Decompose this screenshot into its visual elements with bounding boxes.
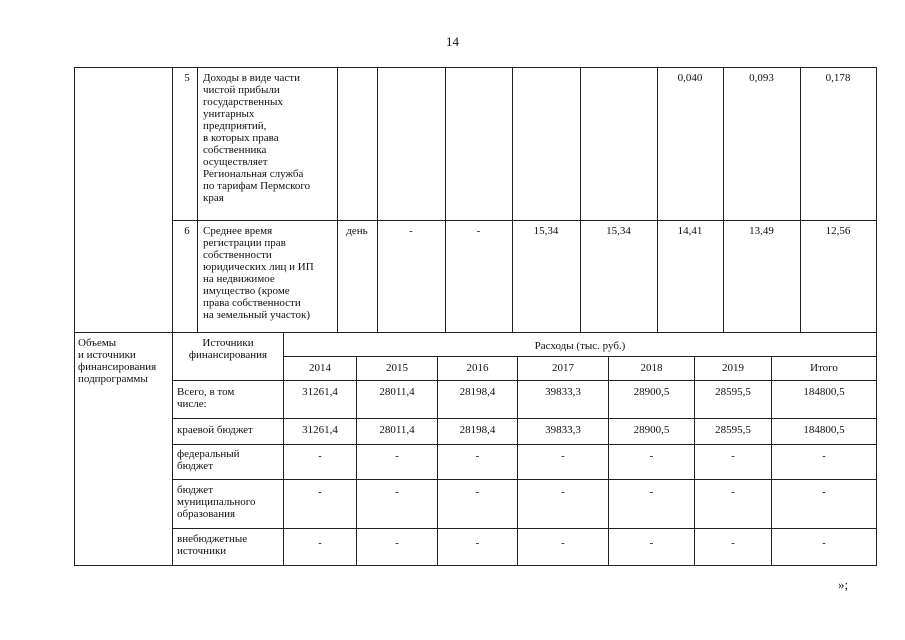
indicator-unit: день xyxy=(346,225,368,237)
amount-cell: - xyxy=(318,450,322,462)
rule xyxy=(800,67,801,332)
amount-cell: 28011,4 xyxy=(379,424,415,436)
amount-cell: - xyxy=(731,486,735,498)
amount-cell: 28900,5 xyxy=(633,386,670,398)
amount-cell: 28198,4 xyxy=(459,386,496,398)
rule xyxy=(580,67,581,332)
year-header: 2016 xyxy=(466,362,489,374)
amount-cell: 31261,4 xyxy=(302,386,338,398)
amount-cell: 28900,5 xyxy=(633,424,670,436)
amount-cell: - xyxy=(822,537,826,549)
rule xyxy=(74,67,75,566)
source-label: внебюджетные источники xyxy=(177,533,248,557)
rule xyxy=(723,67,724,332)
rule xyxy=(172,380,876,381)
amount-cell: 39833,3 xyxy=(545,424,581,436)
indicator-name: Доходы в виде части чистой прибыли государственных унитарных предприятий, в которых права собственника осуществляет Региональная служба по тарифам Пермского края xyxy=(203,72,311,204)
rule xyxy=(172,528,876,529)
rule xyxy=(377,67,378,332)
rule xyxy=(172,444,876,445)
indicator-value: 14,41 xyxy=(677,225,703,237)
year-header: 2019 xyxy=(722,362,744,374)
indicator-value: - xyxy=(409,225,413,237)
indicator-number: 5 xyxy=(184,72,190,84)
amount-cell: 31261,4 xyxy=(302,424,338,436)
rule xyxy=(657,67,658,332)
amount-cell: - xyxy=(649,450,654,462)
amount-cell: - xyxy=(561,450,565,462)
source-label: бюджет муниципального образования xyxy=(177,484,256,520)
amount-cell: - xyxy=(561,486,565,498)
rule xyxy=(512,67,513,332)
indicator-value: 15,34 xyxy=(606,225,631,237)
rule xyxy=(337,67,338,332)
amount-cell: - xyxy=(561,537,565,549)
indicator-value: 15,34 xyxy=(533,225,559,237)
rule xyxy=(197,67,198,332)
indicator-value: - xyxy=(476,225,481,237)
amount-cell: - xyxy=(822,450,826,462)
rule xyxy=(172,418,876,419)
amount-cell: - xyxy=(475,450,480,462)
year-header: 2014 xyxy=(309,362,331,374)
rule xyxy=(74,565,876,566)
amount-cell: 184800,5 xyxy=(803,386,845,398)
rule xyxy=(172,479,876,480)
indicator-name: Среднее время регистрации прав собственности юридических лиц и ИП на недвижимое имущество (кроме права собственности на земельный участок) xyxy=(203,225,314,321)
rule xyxy=(172,220,876,221)
total-header: Итого xyxy=(810,362,838,374)
amount-cell: 28595,5 xyxy=(715,424,751,436)
amount-cell: - xyxy=(475,486,480,498)
rule xyxy=(445,67,446,332)
rule xyxy=(74,332,876,333)
financing-section-label: Объемы и источники финансирования подпрограммы xyxy=(78,337,157,385)
year-header: 2015 xyxy=(386,362,408,374)
indicator-number: 6 xyxy=(184,225,190,237)
year-header: 2017 xyxy=(552,362,574,374)
amount-cell: - xyxy=(649,537,654,549)
indicator-value: 12,56 xyxy=(825,225,851,237)
rule xyxy=(283,356,876,357)
indicator-value: 13,49 xyxy=(749,225,774,237)
rule xyxy=(876,67,877,566)
indicator-value: 0,178 xyxy=(825,72,851,84)
source-label: федеральный бюджет xyxy=(177,448,240,472)
indicator-value: 0,040 xyxy=(677,72,703,84)
closing-quote-mark: »; xyxy=(838,577,849,592)
sources-header: Источники финансирования xyxy=(188,337,268,361)
amount-cell: - xyxy=(395,486,399,498)
amount-cell: 39833,3 xyxy=(545,386,581,398)
rule xyxy=(74,67,876,68)
source-label: краевой бюджет xyxy=(177,424,253,436)
amount-cell: 28011,4 xyxy=(379,386,415,398)
page-number: 14 xyxy=(446,34,459,49)
amount-cell: - xyxy=(318,486,322,498)
source-label: Всего, в том числе: xyxy=(177,386,235,410)
amount-cell: - xyxy=(475,537,480,549)
amount-cell: 184800,5 xyxy=(803,424,845,436)
rule xyxy=(172,332,173,566)
indicator-value: 0,093 xyxy=(749,72,774,84)
amount-cell: 28595,5 xyxy=(715,386,751,398)
expenses-header: Расходы (тыс. руб.) xyxy=(534,340,626,352)
amount-cell: - xyxy=(731,450,735,462)
amount-cell: - xyxy=(822,486,826,498)
amount-cell: 28198,4 xyxy=(459,424,496,436)
rule xyxy=(172,67,173,332)
amount-cell: - xyxy=(649,486,654,498)
amount-cell: - xyxy=(395,450,399,462)
amount-cell: - xyxy=(731,537,735,549)
year-header: 2018 xyxy=(640,362,663,374)
amount-cell: - xyxy=(318,537,322,549)
amount-cell: - xyxy=(395,537,399,549)
